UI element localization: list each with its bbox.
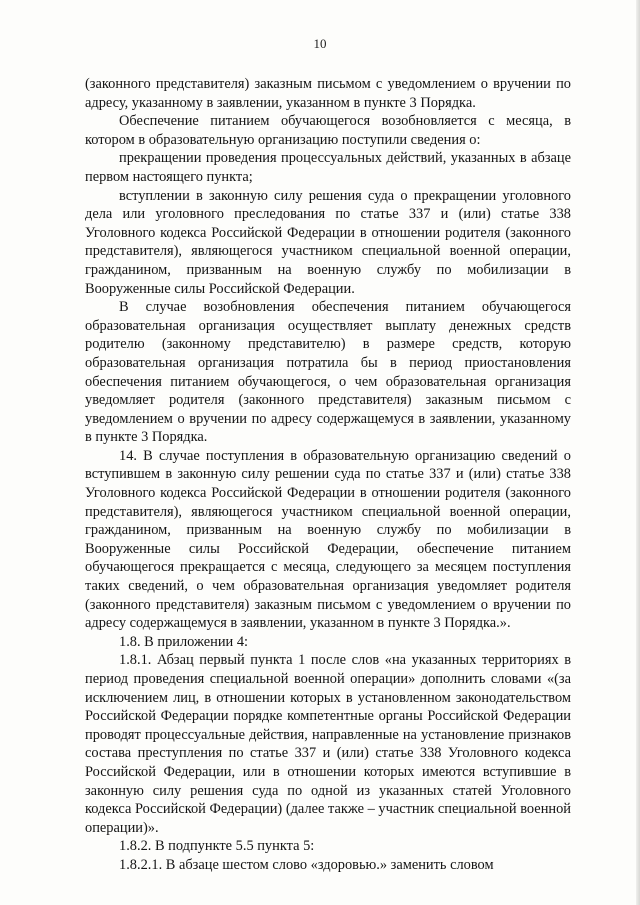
paragraph: прекращении проведения процессуальных действий, указанных в абзаце первом настоящего пункта;	[85, 150, 571, 185]
paragraph: 14. В случае поступления в образовательную организацию сведений о вступившем в законную силу решении суда по статье 337 и (или) статье 338 Уголовного кодекса Российской Федерации в отношении родителя (законного представителя), являющегося участником специальной военной операции, гражданином, призванным на военную службу по мобилизации в Вооруженные силы Российской Федерации, обеспечение питанием обучающегося прекращается с месяца, следующего за месяцем поступления таких сведений, о чем образовательная организация уведомляет родителя (законного представителя) заказным письмом с уведомлением о вручении по адресу содержащемуся в заявлении, указанном в пункте 3 Порядка.».	[85, 447, 571, 632]
paragraph: (законного представителя) заказным письмом с уведомлением о вручении по адресу, указанному в заявлении, указанном в пункте 3 Порядка.	[85, 76, 571, 111]
paragraph: 1.8.1. Абзац первый пункта 1 после слов «на указанных территориях в период проведения специальной военной операции» дополнить словами «(за исключением лиц, в отношении которых в установленном законодательством Российской Федерации порядке компетентные органы Российской Федерации проводят процессуальные действия, направленные на установление признаков состава преступления по статье 337 и (или) статье 338 Уголовного кодекса Российской Федерации, или в отношении которых имеются вступившие в законную силу решения суда по одной из указанных статей Уголовного кодекса Российской Федерации) (далее также – участник специальной военной операции)».	[85, 652, 571, 836]
paragraph: 1.8.2. В подпункте 5.5 пункта 5:	[119, 838, 315, 855]
page-number: 10	[313, 36, 327, 51]
paragraph: В случае возобновления обеспечения питанием обучающегося образовательная организация осуществляет выплату денежных средств родителю (законному представителю) в размере средств, которую образовательная организация потратила бы в период приостановления обеспечения питанием обучающегося, о чем образовательная организация уведомляет родителя (законного представителя) заказным письмом с уведомлением о вручении по адресу содержащемуся в заявлении, указанному в пункте 3 Порядка.	[85, 299, 571, 446]
paragraph: Обеспечение питанием обучающегося возобновляется с месяца, в котором в образовательную организацию поступили сведения о:	[85, 113, 571, 148]
paragraph: 1.8. В приложении 4:	[119, 633, 249, 650]
document-body	[85, 75, 571, 875]
paragraph: вступлении в законную силу решения суда о прекращении уголовного дела или уголовного преследования по статье 337 и (или) статье 338 Уголовного кодекса Российской Федерации в отношении родителя (законного представителя), являющегося участником специальной военной операции, гражданином, призванным на военную службу по мобилизации в Вооруженные силы Российской Федерации.	[85, 187, 571, 297]
page-edge-shadow	[636, 0, 640, 905]
paragraph: 1.8.2.1. В абзаце шестом слово «здоровью.» заменить словом	[119, 856, 494, 873]
